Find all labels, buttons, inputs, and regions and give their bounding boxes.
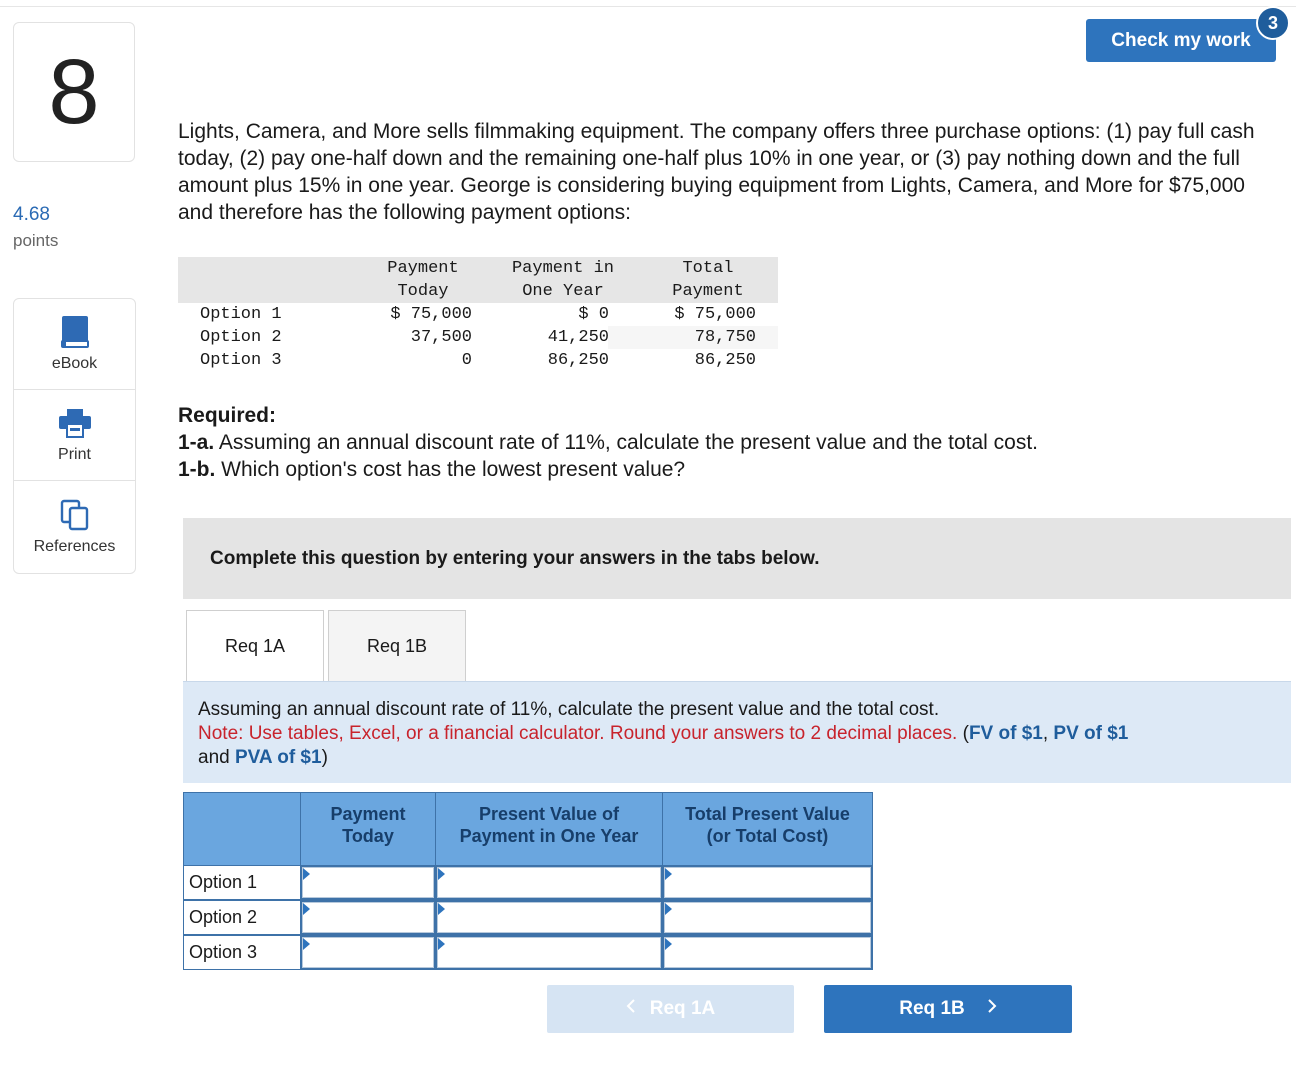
input-indicator-icon [438, 868, 445, 880]
header-line: Total Present Value [685, 804, 850, 824]
points-label: points [13, 231, 59, 250]
given-row-label: Option 1 [200, 305, 282, 324]
option-2-total-input-cell [662, 900, 873, 935]
required-1a-number: 1-a. [178, 431, 215, 454]
top-divider [0, 6, 1296, 7]
option-2-payment-today-input[interactable] [302, 902, 434, 933]
input-indicator-icon [665, 868, 672, 880]
input-indicator-icon [303, 938, 310, 950]
ebook-label: eBook [51, 355, 98, 372]
answer-row-label: Option 2 [183, 900, 301, 935]
given-row-total: 86,250 [694, 351, 756, 370]
option-3-payment-today-input-cell [300, 935, 436, 970]
panel-close-paren: ) [321, 747, 328, 768]
given-row-label: Option 2 [200, 328, 282, 347]
option-1-payment-today-input[interactable] [302, 867, 434, 898]
option-3-total-input[interactable] [664, 937, 871, 968]
option-2-pv-input[interactable] [437, 902, 661, 933]
option-1-total-input[interactable] [664, 867, 871, 898]
sidebar-tools [13, 298, 136, 574]
references-icon [60, 498, 90, 532]
input-indicator-icon [665, 903, 672, 915]
next-req-1b-button[interactable] [824, 985, 1072, 1033]
prev-label: Req 1A [649, 998, 716, 1019]
req-1a-question-panel [183, 681, 1291, 783]
panel-and-text: and [198, 747, 235, 768]
given-row-year: 86,250 [547, 351, 609, 370]
prev-req-1a-button [547, 985, 794, 1033]
given-header-today-1: Payment [387, 259, 459, 278]
option-3-payment-today-input[interactable] [302, 937, 434, 968]
check-my-work-button[interactable]: Check my work [1086, 19, 1276, 62]
given-row-year: 41,250 [547, 328, 609, 347]
tab-req-1a[interactable]: Req 1A [186, 610, 324, 682]
problem-statement: Lights, Camera, and More sells filmmaking equipment. The company offers three purchase options: (1) pay full cash today, (2) pay one-half down and the remaining one-half plus 10% in one year, or (3) pay nothing down and the full amount plus 15% in one year. George is considering buying equipment from Lights, Camera, and More for $75,000 and therefore has the following payment options: [178, 120, 1255, 224]
answer-row-label: Option 1 [183, 865, 301, 900]
required-title: Required: [178, 404, 277, 427]
option-2-pv-input-cell [435, 900, 663, 935]
attempts-badge: 3 [1256, 6, 1290, 40]
points-value: 4.68 [13, 204, 50, 225]
given-row-year: $ 0 [578, 305, 609, 324]
answer-header-payment-today [300, 792, 436, 866]
option-1-pv-input[interactable] [437, 867, 661, 898]
answer-table [183, 792, 873, 970]
answer-header-blank [183, 792, 301, 866]
given-row-today: 37,500 [410, 328, 472, 347]
required-1b-text: Which option's cost has the lowest present value? [215, 458, 686, 481]
panel-note: Note: Use tables, Excel, or a financial calculator. Round your answers to 2 decimal places. [198, 723, 958, 744]
references-label: References [33, 538, 116, 555]
required-section [178, 402, 1038, 483]
given-row-total: 78,750 [694, 328, 756, 347]
option-3-total-input-cell [662, 935, 873, 970]
header-line: (or Total Cost) [706, 826, 829, 846]
option-2-payment-today-input-cell [300, 900, 436, 935]
ebook-button[interactable] [14, 299, 135, 390]
chevron-right-icon [987, 998, 997, 1020]
print-label: Print [58, 446, 91, 463]
answer-header-pv-one-year [435, 792, 663, 866]
tab-req-1b[interactable]: Req 1B [328, 610, 466, 682]
given-header-total-1: Total [682, 259, 734, 278]
given-header-year-1: Payment in [511, 259, 615, 278]
option-1-pv-input-cell [435, 865, 663, 900]
option-3-pv-input[interactable] [437, 937, 661, 968]
panel-open-paren: ( [957, 723, 969, 744]
given-row-label: Option 3 [200, 351, 282, 370]
answer-row-label: Option 3 [183, 935, 301, 970]
pva-of-1-link[interactable]: PVA of $1 [234, 747, 322, 768]
panel-prompt: Assuming an annual discount rate of 11%, calculate the present value and the total cost. [198, 699, 940, 720]
fv-of-1-link[interactable]: FV of $1 [968, 723, 1043, 744]
printer-icon [58, 406, 92, 440]
given-header-today-2: Today [397, 282, 449, 301]
option-2-total-input[interactable] [664, 902, 871, 933]
panel-comma: , [1042, 723, 1054, 744]
given-row-total: $ 75,000 [674, 305, 756, 324]
input-indicator-icon [438, 938, 445, 950]
print-button[interactable] [14, 390, 135, 481]
question-number-card [13, 22, 135, 162]
header-line: Payment in One Year [459, 826, 639, 846]
instructions-bar: Complete this question by entering your answers in the tabs below. [183, 518, 1291, 599]
question-number: 8 [48, 41, 100, 143]
option-1-total-input-cell [662, 865, 873, 900]
input-indicator-icon [303, 868, 310, 880]
input-indicator-icon [303, 903, 310, 915]
references-button[interactable] [14, 481, 135, 573]
next-label: Req 1B [899, 998, 965, 1019]
pv-of-1-link[interactable]: PV of $1 [1053, 723, 1129, 744]
input-indicator-icon [665, 938, 672, 950]
answer-header-total-pv [662, 792, 873, 866]
header-line: Payment [330, 804, 406, 824]
book-icon [60, 315, 90, 349]
header-line: Present Value of [478, 804, 620, 824]
given-row-today: $ 75,000 [390, 305, 472, 324]
given-row-today: 0 [461, 351, 472, 370]
chevron-left-icon [626, 998, 636, 1020]
input-indicator-icon [438, 903, 445, 915]
given-header-year-2: One Year [522, 282, 604, 301]
header-line: Today [342, 826, 394, 846]
option-1-payment-today-input-cell [300, 865, 436, 900]
option-3-pv-input-cell [435, 935, 663, 970]
required-1a-text: Assuming an annual discount rate of 11%, calculate the present value and the total cost. [214, 431, 1038, 454]
given-header-total-2: Payment [672, 282, 744, 301]
required-1b-number: 1-b. [178, 458, 216, 481]
